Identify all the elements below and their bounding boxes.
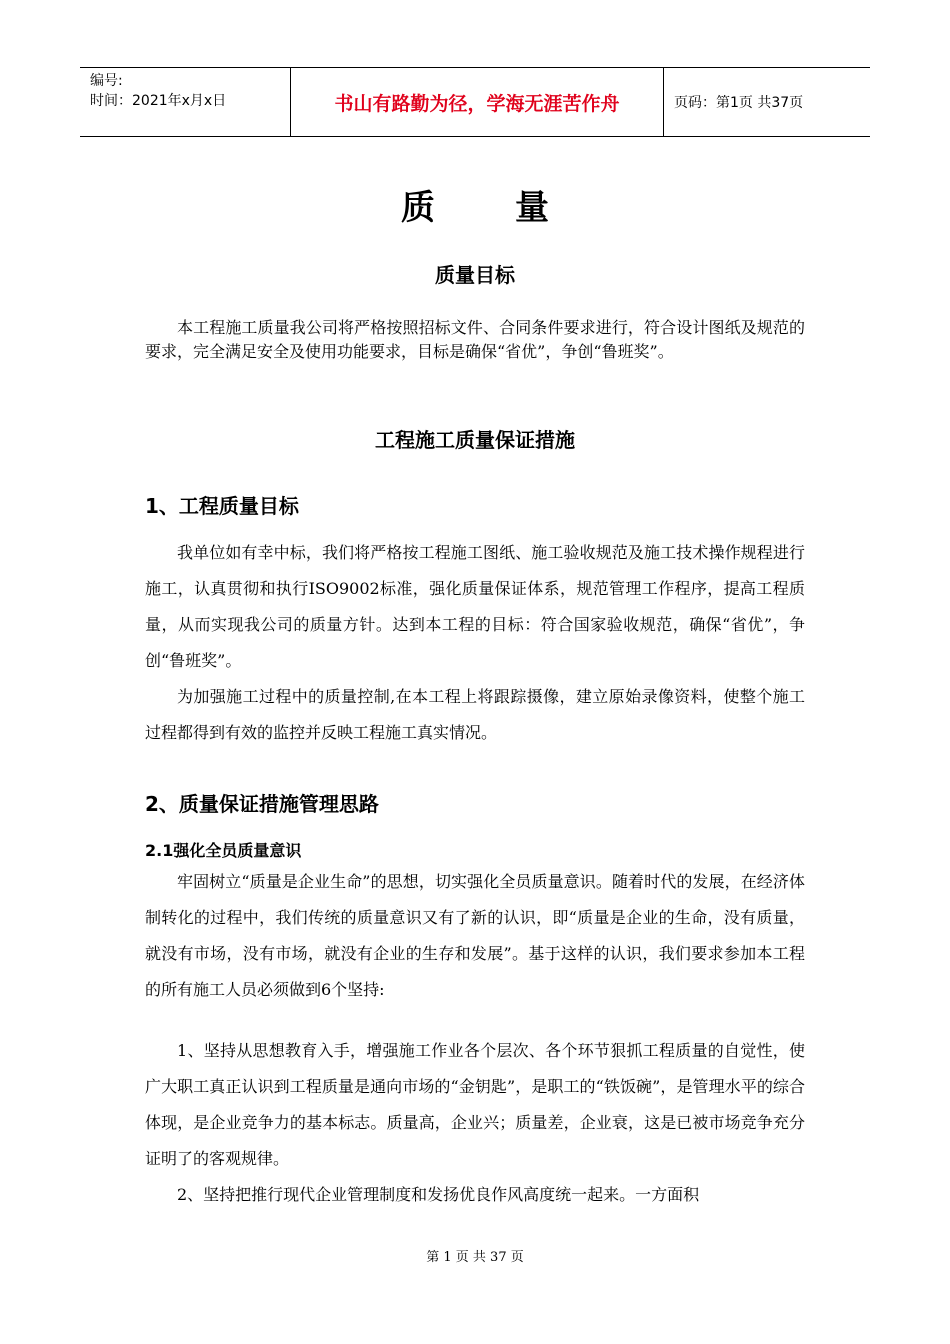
header-page-cell [664,68,870,136]
heading-quality-goal: 质量目标 [435,263,515,287]
paragraph-section-1a: 我单位如有幸中标，我们将严格按工程施工图纸、施工验收规范及施工技术操作规程进行施工，认真贯彻和执行ISO9002标准，强化质量保证体系，规范管理工作程序，提高工程质量，从而实现我公司的质量方针。达到本工程的目标：符合国家验收规范，确保“省优”，争创“鲁班奖”。 [145,543,805,670]
title-char-1: 质 [401,188,435,228]
number-label: 编号: [90,73,123,89]
heading-section-2-1: 2.1强化全员质量意识 [145,841,302,860]
paragraph-section-2-1c: 2、坚持把推行现代企业管理制度和发扬优良作风高度统一起来。一方面积 [177,1185,700,1204]
paragraph-section-2-1a: 牢固树立“质量是企业生命”的思想，切实强化全员质量意识。随着时代的发展，在经济体制转化的过程中，我们传统的质量意识又有了新的认识，即“质量是企业的生命，没有质量，就没有市场，没有市场，就没有企业的生存和发展”。基于这样的认识，我们要求参加本工程的所有施工人员必须做到6个坚持: [145,872,805,999]
paragraph-section-2-1b: 1、坚持从思想教育入手，增强施工作业各个层次、各个环节狠抓工程质量的自觉性，使广大职工真正认识到工程质量是通向市场的“金钥匙”，是职工的“铁饭碗”，是管理水平的综合体现，是企业竞争力的基本标志。质量高，企业兴；质量差，企业衰，这是已被市场竞争充分证明了的客观规律。 [145,1041,805,1168]
motto-text: 书山有路勤为径，学海无涯苦作舟 [334,92,620,115]
page-title [0,180,950,229]
heading-section-1: 1、工程质量目标 [145,494,299,518]
header-motto-cell [291,68,664,136]
paragraph-section-1b: 为加强施工过程中的质量控制,在本工程上将跟踪摄像，建立原始录像资料，使整个施工过程都得到有效的监控并反映工程施工真实情况。 [145,687,805,742]
header-left-cell [80,68,291,136]
header-table [80,67,870,137]
title-char-2: 量 [515,188,549,228]
time-label: 时间：2021年x月x日 [90,93,227,109]
page-info: 页码：第1页 共37页 [674,95,804,111]
page-footer: 第 1 页 共 37 页 [426,1250,524,1265]
heading-quality-measures: 工程施工质量保证措施 [375,428,575,452]
paragraph-quality-goal: 本工程施工质量我公司将严格按照招标文件、合同条件要求进行，符合设计图纸及规范的要求，完全满足安全及使用功能要求，目标是确保“省优”，争创“鲁班奖”。 [145,318,805,361]
heading-section-2: 2、质量保证措施管理思路 [145,792,379,816]
